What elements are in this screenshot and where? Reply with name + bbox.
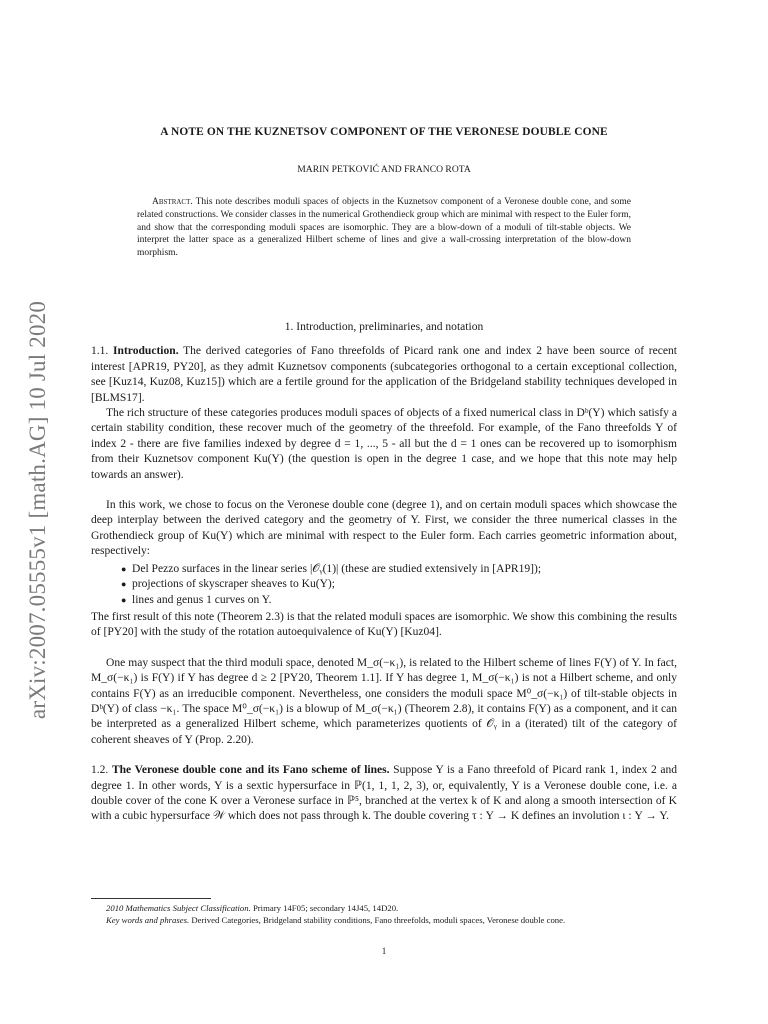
intro-paragraph-1 xyxy=(91,344,677,406)
subsection-paragraph xyxy=(91,763,677,825)
list-item: ● lines and genus 1 curves on Y. xyxy=(91,593,677,608)
paragraph-text: The derived categories of Fano threefolds of Picard rank one and index 2 have been source of recent interest [APR19, PY20], as they admit Kuznetsov components (subcategories orthogonal to a certain exceptional collection, see [Kuz14, Kuz08, Kuz15]) which are a fertile ground for the application of the Bridgeland stability techniques developed in [BLMS17]. xyxy=(91,345,677,404)
list-item: ● Del Pezzo surfaces in the linear series |𝒪ᵧ(1)| (these are studied extensively in [APR19]); xyxy=(91,562,677,577)
subsection-title: The Veronese double cone and its Fano scheme of lines. xyxy=(111,764,390,777)
subsection-title: Introduction. xyxy=(113,345,179,358)
bullet-list xyxy=(91,562,677,608)
intro-paragraph-5: One may suspect that the third moduli space, denoted M_σ(−κ₁), is related to the Hilbert scheme of lines F(Y) of Y. In fact, M_σ(−κ₁) is F(Y) if Y has degree d ≥ 2 [PY20, Theorem 1.1]. If Y has degree 1, M_σ(−κ₁) is not a Hilbert scheme, and only contains F(Y) as an irreducible component. Nevertheless, one considers the moduli space M⁰_σ(−κ₁) of tilt-stable objects in Dᵇ(Y) of class −κ₁. The space M⁰_σ(−κ₁) is a blowup of M_σ(−κ₁) (Theorem 2.8), it contains F(Y) as a component, and it can be interpreted as a generalized Hilbert scheme, which parameterizes quotients of 𝒪ᵧ in a (iterated) tilt of the category of coherent sheaves of Y (Prop. 2.20). xyxy=(91,656,677,746)
footnote-rule xyxy=(91,898,211,899)
abstract xyxy=(137,196,631,260)
subsection-number: 1.1. xyxy=(91,345,109,358)
intro-paragraph-2: The rich structure of these categories produces moduli spaces of objects of a fixed numerical class in Dᵇ(Y) which satisfy a certain stability condition, these recover much of the geometry of the threefold. For example, of the Fano threefolds Y of index 2 - there are five families indexed by degree d = 1, ..., 5 - all but the d = 1 ones can be recovered up to isomorphism from their Kuznetsov component Ku(Y) (the question is open in the degree 1 case, and we hope that this note may help towards an answer). xyxy=(91,407,677,481)
keywords-footnote: Key words and phrases. Derived Categories, Bridgeland stability conditions, Fano threefolds, moduli spaces, Veronese double cone. xyxy=(106,915,566,925)
page-number: 1 xyxy=(381,946,387,956)
list-item: ● projections of skyscraper sheaves to Ku(Y); xyxy=(91,577,677,592)
section-heading: 1. Introduction, preliminaries, and notation xyxy=(284,321,484,333)
arxiv-stamp xyxy=(8,300,68,720)
abstract-label: Abstract. xyxy=(152,197,193,207)
intro-paragraph-3: In this work, we chose to focus on the Veronese double cone (degree 1), and on certain moduli spaces which showcase the deep interplay between the derived category and the geometry of Y. First, we consider the three numerical classes in the Grothendieck group of Ku(Y) which are minimal with respect to the Euler form. Each carries geometric information about, respectively: xyxy=(91,499,677,558)
bullet-icon: ● xyxy=(121,579,127,590)
subsection-number: 1.2. xyxy=(91,764,109,777)
paper-authors: MARIN PETKOVIĆ AND FRANCO ROTA xyxy=(297,164,471,175)
arxiv-stamp-text: arXiv:2007.05555v1 [math.AG] 10 Jul 2020 xyxy=(25,300,50,720)
intro-paragraph-4: The first result of this note (Theorem 2.3) is that the related moduli spaces are isomorphic. We show this combining the results of [PY20] with the study of the rotation autoequivalence of Ku(Y) [Kuz04]. xyxy=(91,610,677,639)
body-text xyxy=(91,320,677,825)
msc-footnote: 2010 Mathematics Subject Classification. Primary 14F05; secondary 14J45, 14D20. xyxy=(106,903,399,913)
bullet-icon: ● xyxy=(121,563,127,574)
bullet-icon: ● xyxy=(121,594,127,605)
paragraph-text: Suppose Y is a Fano threefold of Picard rank 1, index 2 and degree 1. In other words, Y is a sextic hypersurface in ℙ(1, 1, 1, 2, 3), or, equivalently, Y is a Veronese double cone, i.e. a double cover of the cone K over a Veronese surface in ℙ⁵, branched at the vertex k of K and along a smooth intersection of K with a cubic hypersurface 𝒲 which does not pass through k. The double covering τ : Y → K defines an involution ι : Y → Y. xyxy=(91,764,678,823)
paper-title: A NOTE ON THE KUZNETSOV COMPONENT OF THE VERONESE DOUBLE CONE xyxy=(160,126,608,138)
footnotes xyxy=(91,898,677,926)
abstract-text: This note describes moduli spaces of objects in the Kuznetsov component of a Veronese double cone, and some related constructions. We consider classes in the numerical Grothendieck group which are minimal with respect to the Euler form, and show that the corresponding moduli spaces are isomorphic. They are a blow-down of a moduli of tilt-stable objects. We interpret the latter space as a generalized Hilbert scheme of lines and give a wall-crossing interpretation of the blow-down morphism. xyxy=(137,197,631,259)
